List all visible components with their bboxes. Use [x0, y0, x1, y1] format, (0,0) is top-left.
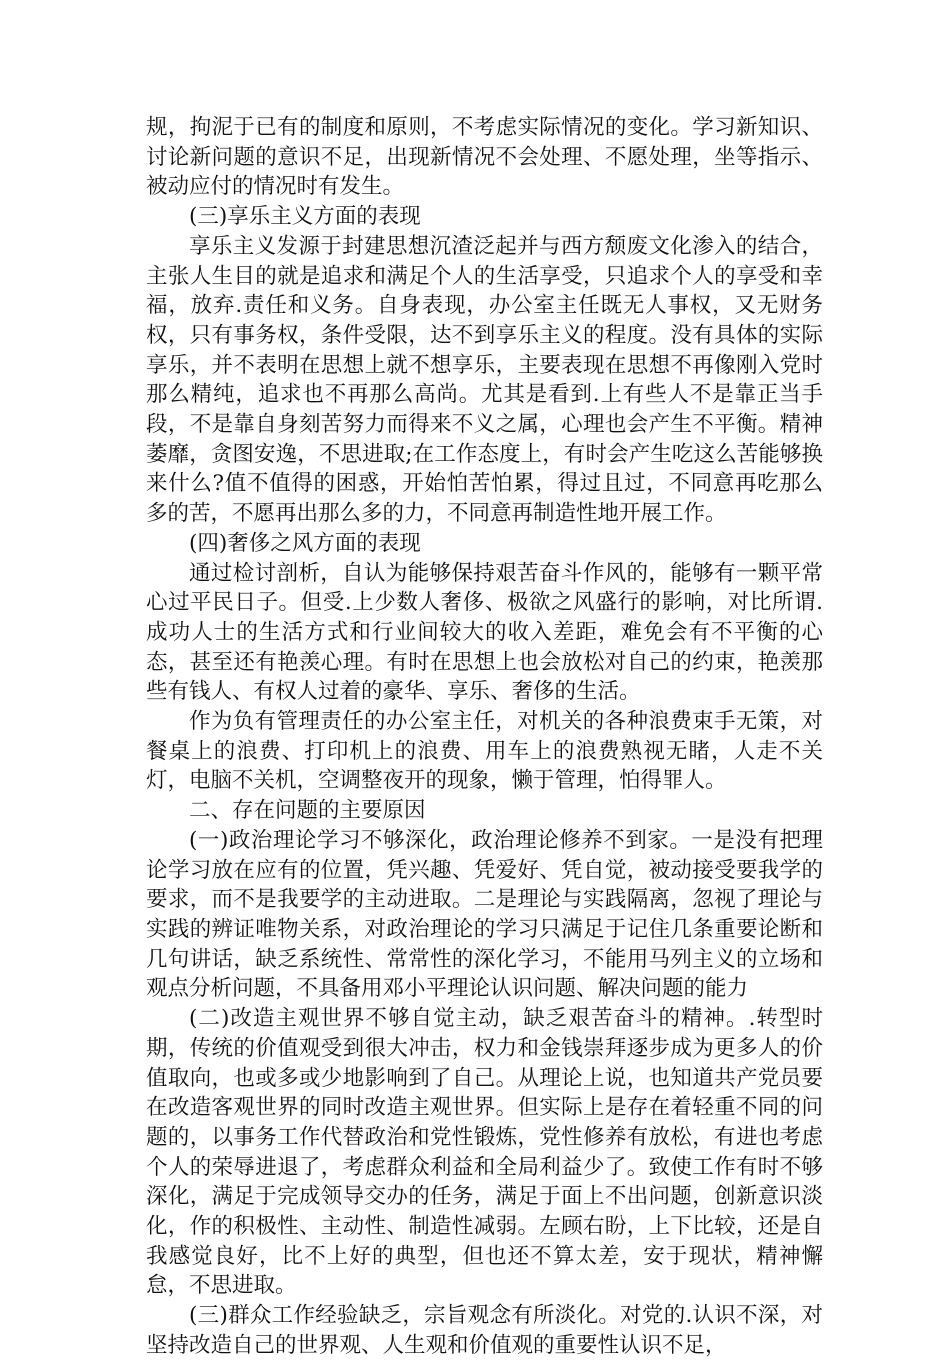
- paragraph-extravagance: 通过检讨剖析，自认为能够保持艰苦奋斗作风的，能够有一颗平常心过平民日子。但受.上少数人奢侈、极欲之风盛行的影响，对比所谓.成功人士的生活方式和行业间较大的收入差距，难免会有不平衡的心态，甚至还有艳羡心理。有时在思想上也会放松对自己的约束，艳羡那些有钱人、有权人过着的豪华、享乐、奢侈的生活。: [146, 560, 823, 705]
- paragraph-continuation: 规，拘泥于已有的制度和原则，不考虑实际情况的变化。学习新知识、讨论新问题的意识不足，出现新情况不会处理、不愿处理，坐等指示、被动应付的情况时有发生。: [146, 115, 823, 200]
- section-heading-extravagance: (四)奢侈之风方面的表现: [189, 530, 421, 556]
- paragraph-cause-one: (一)政治理论学习不够深化，政治理论修养不到家。一是没有把理论学习放在应有的位置，凭兴趣、凭爱好、凭自觉，被动接受要我学的要求，而不是我要学的主动进取。二是理论与实践隔离，忽视了理论与实践的辨证唯物关系，对政治理论的学习只满足于记住几条重要论断和几句讲话，缺乏系统性、常常性的深化学习，不能用马列主义的立场和观点分析问题，不具备用邓小平理论认识问题、解决问题的能力: [146, 827, 823, 1002]
- document-page: [146, 113, 823, 1361]
- paragraph-hedonism: 享乐主义发源于封建思想沉渣泛起并与西方颓废文化渗入的结合，主张人生目的就是追求和满足个人的生活享受，只追求个人的享受和幸福，放弃.责任和义务。自身表现，办公室主任既无人事权，又无财务权，只有事务权，条件受限，达不到享乐主义的程度。没有具体的实际享乐，并不表明在思想上就不想享乐，主要表现在思想不再像刚入党时那么精纯，追求也不再那么高尚。尤其是看到.上有些人不是靠正当手段，不是靠自身刻苦努力而得来不义之属，心理也会产生不平衡。精神萎靡，贪图安逸，不思进取;在工作态度上，有时会产生吃这么苦能够换来什么?值不值得的困惑，开始怕苦怕累，得过且过，不同意再吃那么多的苦，不愿再出那么多的力，不同意再制造性地开展工作。: [146, 233, 823, 527]
- paragraph-cause-two: (二)改造主观世界不够自觉主动，缺乏艰苦奋斗的精神。.转型时期，传统的价值观受到很大冲击，权力和金钱崇拜逐步成为更多人的价值取向，也或多或少地影响到了自己。从理论上说，也知道共产党员要在改造客观世界的同时改造主观世界。但实际上是存在着轻重不同的问题的，以事务工作代替政治和党性锻炼，党性修养有放松，有进也考虑个人的荣辱进退了，考虑群众利益和全局利益少了。致使工作有时不够深化，满足于完成领导交办的任务，满足于面上不出问题，创新意识淡化，作的积极性、主动性、制造性减弱。左顾右盼，上下比较，还是自我感觉良好，比不上好的典型，但也还不算太差，安于现状，精神懈怠，不思进取。: [146, 1006, 823, 1299]
- paragraph-cause-three: (三)群众工作经验缺乏，宗旨观念有所淡化。对党的.认识不深，对坚持改造自己的世界观、人生观和价值观的重要性认识不足，: [146, 1303, 823, 1358]
- section-heading-hedonism: (三)享乐主义方面的表现: [189, 204, 421, 230]
- paragraph-waste: 作为负有管理责任的办公室主任，对机关的各种浪费束手无策，对餐桌上的浪费、打印机上的浪费、用车上的浪费熟视无睹，人走不关灯，电脑不关机，空调整夜开的现象，懒于管理，怕得罪人。: [146, 709, 823, 794]
- section-heading-causes: 二、存在问题的主要原因: [189, 798, 426, 824]
